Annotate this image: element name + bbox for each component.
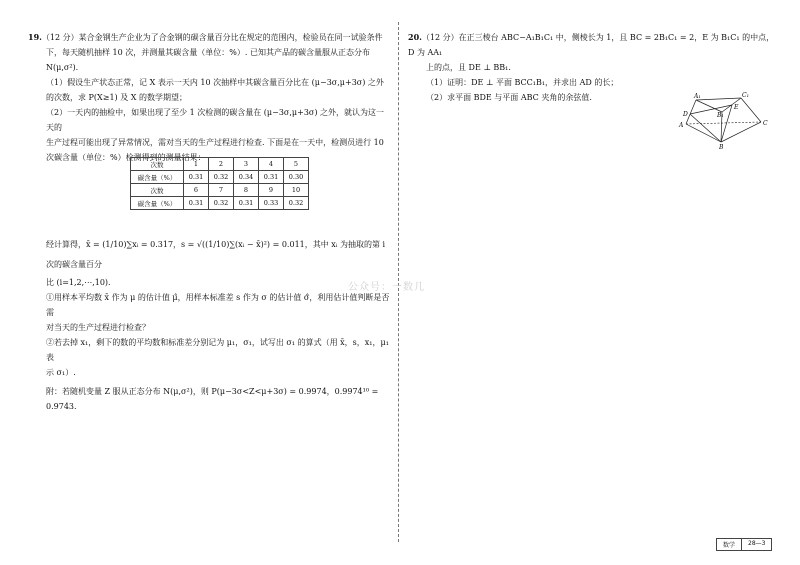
part-1: （1）假设生产状态正常，记 X 表示一天内 10 次抽样中其碳含量百分比在 (μ−3σ,μ+3σ) 之外的次数，求 P(X≥1) 及 X 的数学期望；: [46, 78, 384, 102]
frustum-figure: [676, 92, 776, 152]
question-number: 19.: [28, 32, 42, 42]
question-stem-line: 下，每天随机抽样 10 次，并测量其碳含量（单位：%）. 已知其产品的碳含量服从正态分布: [46, 48, 370, 57]
table-cell: 5: [284, 158, 309, 171]
subpart-2-line: ②若去掉 x₁，剩下的数的平均数和标准差分别记为 μ₁，σ₁，试写出 σ₁ 的算式（用 x̄，s，x₁，μ₁ 表: [46, 338, 389, 362]
table-cell: 碳含量（%）: [131, 197, 184, 210]
part-2-line: 生产过程可能出现了异常情况，需对当天的生产过程进行检查. 下面是在一天中，检测员进行 10: [46, 138, 384, 147]
label-C: C: [763, 120, 768, 127]
label-B: B: [719, 144, 724, 151]
question-stem-line: N(μ,σ²).: [46, 63, 79, 72]
table-cell: 次数: [131, 184, 184, 197]
part-2-line: 次碳含量（单位：%）检测得到的测量结果：: [46, 153, 206, 162]
table-row: [131, 171, 309, 184]
table-cell: 0.30: [284, 171, 309, 184]
table-cell: 0.32: [209, 171, 234, 184]
table-cell: 0.32: [209, 197, 234, 210]
appendix: 附：若随机变量 Z 服从正态分布 N(μ,σ²)，则 P(μ−3σ<Z<μ+3σ) = 0.9974，0.9974¹⁰ = 0.9743.: [46, 387, 379, 411]
table-cell: 0.33: [259, 197, 284, 210]
watermark: 公众号：一数几: [348, 282, 425, 293]
question-19: [28, 30, 390, 414]
label-D: D: [683, 111, 688, 118]
table-cell: 0.31: [259, 171, 284, 184]
question-stem-line: （12 分）在正三棱台 ABC−A₁B₁C₁ 中，侧棱长为 1，且 BC = 2B₁C₁ = 2，E 为 B₁C₁ 的中点，D 为 AA₁: [408, 33, 775, 57]
table-cell: 0.31: [184, 197, 209, 210]
table-cell: 3: [234, 158, 259, 171]
subpart-1-line: ①用样本平均数 x̄ 作为 μ 的估计值 μ̂，用样本标准差 s 作为 σ 的估计值 σ̂，利用估计值判断是否需: [46, 293, 390, 317]
part-1: （1）证明：DE ⊥ 平面 BCC₁B₁，并求出 AD 的长；: [426, 78, 619, 87]
table-cell: 8: [234, 184, 259, 197]
table-cell: 6: [184, 184, 209, 197]
question-stem-line: （12 分）某合金钢生产企业为了合金钢的碳含量百分比在规定的范围内，检验员在同一试验条件: [41, 33, 383, 42]
table-cell: 0.32: [284, 197, 309, 210]
footer-subject: 数学: [723, 542, 736, 549]
label-A: A: [679, 122, 684, 129]
table-cell: 次数: [131, 158, 184, 171]
table-cell: 7: [209, 184, 234, 197]
label-C1: C₁: [742, 92, 749, 99]
table-cell: 0.31: [234, 197, 259, 210]
table-cell: 0.34: [234, 171, 259, 184]
table-row: [131, 197, 309, 210]
table-cell: 2: [209, 158, 234, 171]
table-cell: 1: [184, 158, 209, 171]
label-A1: A₁: [694, 93, 701, 100]
page-footer: [716, 538, 772, 551]
table-cell: 0.31: [184, 171, 209, 184]
label-E: E: [734, 104, 739, 111]
table-row: [131, 158, 309, 171]
table-cell: 4: [259, 158, 284, 171]
question-stem-line: 上的点，且 DE ⊥ BB₁.: [426, 63, 511, 72]
footer-page-number: 28—3: [741, 539, 771, 550]
calc-line: 比 (i=1,2,⋯,10).: [46, 278, 111, 287]
calc-line: 经计算得，x̄ = (1/10)∑xᵢ = 0.317，s = √((1/10)∑(xᵢ − x̄)²) = 0.011，其中 xᵢ 为抽取的第 i 次的碳含量百分: [46, 240, 386, 269]
part-2-line: （2）一天内的抽检中，如果出现了至少 1 次检测的碳含量在 (μ−3σ,μ+3σ) 之外，就认为这一天的: [46, 108, 385, 132]
subpart-1-line: 对当天的生产过程进行检查？: [46, 323, 150, 332]
measurement-table: [130, 157, 309, 210]
table-row: [131, 184, 309, 197]
part-2: （2）求平面 BDE 与平面 ABC 夹角的余弦值.: [426, 93, 592, 102]
table-cell: 9: [259, 184, 284, 197]
label-B1: B₁: [717, 112, 724, 119]
table-cell: 碳含量（%）: [131, 171, 184, 184]
subpart-2-line: 示 σ₁）.: [46, 368, 76, 377]
table-cell: 10: [284, 184, 309, 197]
question-number: 20.: [408, 32, 422, 42]
